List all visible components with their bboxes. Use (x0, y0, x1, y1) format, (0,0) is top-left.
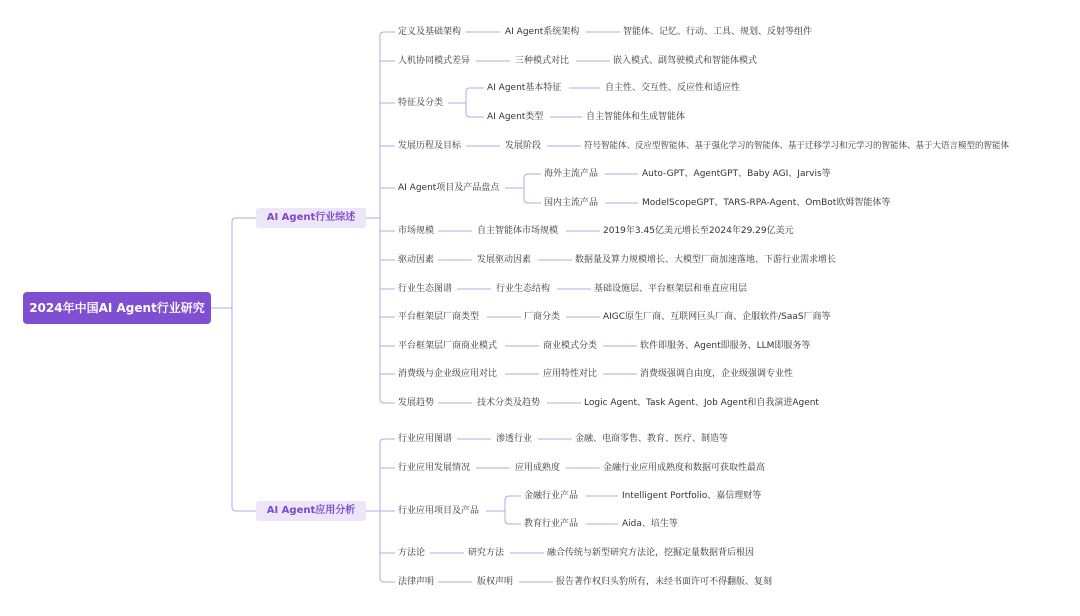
aspect-stages[interactable]: 发展阶段 (505, 141, 542, 151)
detail-drivers[interactable]: 数据量及算力规模增长、大模型厂商加速落地、下游行业需求增长 (575, 255, 837, 265)
detail-market-size[interactable]: 2019年3.45亿美元增长至2024年29.29亿美元 (603, 226, 794, 236)
aspect-penetration[interactable]: 渗透行业 (496, 434, 533, 444)
detail-basic-features[interactable]: 自主性、交互性、反应性和适应性 (605, 83, 741, 93)
topic-industry-products[interactable]: 行业应用项目及产品 (398, 506, 480, 516)
sub-agent-types[interactable]: AI Agent类型 (487, 112, 544, 122)
detail-maturity[interactable]: 金融行业应用成熟度和数据可获取性最高 (603, 463, 766, 473)
detail-architecture[interactable]: 智能体、记忆、行动、工具、规划、反射等组件 (623, 27, 813, 37)
detail-trends[interactable]: Logic Agent、Task Agent、Job Agent和自我演进Agent (584, 398, 819, 408)
topic-features[interactable]: 特征及分类 (398, 98, 444, 108)
aspect-market-size[interactable]: 自主智能体市场规模 (477, 226, 559, 236)
detail-overseas-products[interactable]: Auto-GPT、AgentGPT、Baby AGI、Jarvis等 (642, 169, 831, 179)
topic-methodology[interactable]: 方法论 (398, 548, 426, 558)
aspect-architecture[interactable]: AI Agent系统架构 (505, 27, 580, 37)
topic-vendor-types[interactable]: 平台框架层厂商类型 (398, 312, 480, 322)
detail-modes[interactable]: 嵌入模式、副驾驶模式和智能体模式 (613, 56, 758, 66)
topic-history[interactable]: 发展历程及目标 (398, 141, 462, 151)
topic-definition[interactable]: 定义及基础架构 (398, 27, 462, 37)
detail-stages[interactable]: 符号智能体、反应型智能体、基于强化学习的智能体、基于迁移学习和元学习的智能体、基于大语言模型的智能体 (584, 141, 1010, 151)
topic-legal[interactable]: 法律声明 (398, 577, 435, 587)
topic-industry-map[interactable]: 行业应用图谱 (398, 434, 453, 444)
sub-education-products[interactable]: 教育行业产品 (524, 519, 579, 529)
sub-basic-features[interactable]: AI Agent基本特征 (487, 83, 562, 93)
aspect-trends[interactable]: 技术分类及趋势 (477, 398, 541, 408)
detail-vendor-types[interactable]: AIGC原生厂商、互联网巨头厂商、企服软件/SaaS厂商等 (603, 312, 831, 322)
aspect-app-traits[interactable]: 应用特性对比 (543, 369, 598, 379)
root-node[interactable]: 2024年中国AI Agent行业研究 (23, 292, 211, 324)
detail-copyright[interactable]: 报告著作权归头豹所有，未经书面许可不得翻版、复刻 (556, 577, 773, 587)
aspect-research-method[interactable]: 研究方法 (468, 548, 505, 558)
topic-trends[interactable]: 发展趋势 (398, 398, 435, 408)
detail-business-models[interactable]: 软件即服务、Agent即服务、LLM即服务等 (640, 341, 811, 351)
aspect-copyright[interactable]: 版权声明 (477, 577, 514, 587)
topic-market-size[interactable]: 市场规模 (398, 226, 435, 236)
topic-products[interactable]: AI Agent项目及产品盘点 (398, 183, 500, 193)
detail-education-products[interactable]: Aida、培生等 (622, 519, 678, 529)
topic-drivers[interactable]: 驱动因素 (398, 255, 435, 265)
detail-finance-products[interactable]: Intelligent Portfolio、嘉信理财等 (622, 491, 762, 501)
topic-ecosystem[interactable]: 行业生态图谱 (398, 284, 453, 294)
branch-industry-overview[interactable]: AI Agent行业综述 (256, 208, 366, 228)
aspect-maturity[interactable]: 应用成熟度 (515, 463, 561, 473)
detail-agent-types[interactable]: 自主智能体和生成智能体 (586, 112, 686, 122)
detail-research-method[interactable]: 融合传统与新型研究方法论，挖掘定量数据背后根因 (547, 548, 755, 558)
sub-finance-products[interactable]: 金融行业产品 (524, 491, 579, 501)
aspect-vendor-types[interactable]: 厂商分类 (524, 312, 561, 322)
topic-collaboration-modes[interactable]: 人机协同模式差异 (398, 56, 471, 66)
branch-application-analysis[interactable]: AI Agent应用分析 (256, 501, 366, 521)
detail-domestic-products[interactable]: ModelScopeGPT、TARS-RPA-Agent、OmBot欧姆智能体等 (642, 198, 891, 208)
aspect-mode-compare[interactable]: 三种模式对比 (515, 56, 570, 66)
aspect-ecosystem[interactable]: 行业生态结构 (496, 284, 551, 294)
aspect-business-models[interactable]: 商业模式分类 (543, 341, 598, 351)
detail-app-traits[interactable]: 消费级强调自由度，企业级强调专业性 (640, 369, 794, 379)
sub-overseas-products[interactable]: 海外主流产品 (544, 169, 599, 179)
sub-domestic-products[interactable]: 国内主流产品 (544, 198, 599, 208)
detail-ecosystem[interactable]: 基础设施层、平台框架层和垂直应用层 (594, 284, 748, 294)
detail-penetration[interactable]: 金融、电商零售、教育、医疗、制造等 (575, 434, 729, 444)
topic-consumer-vs-enterprise[interactable]: 消费级与企业级应用对比 (398, 369, 498, 379)
aspect-drivers[interactable]: 发展驱动因素 (477, 255, 532, 265)
topic-industry-development[interactable]: 行业应用发展情况 (398, 463, 471, 473)
topic-business-models[interactable]: 平台框架层厂商商业模式 (398, 341, 498, 351)
